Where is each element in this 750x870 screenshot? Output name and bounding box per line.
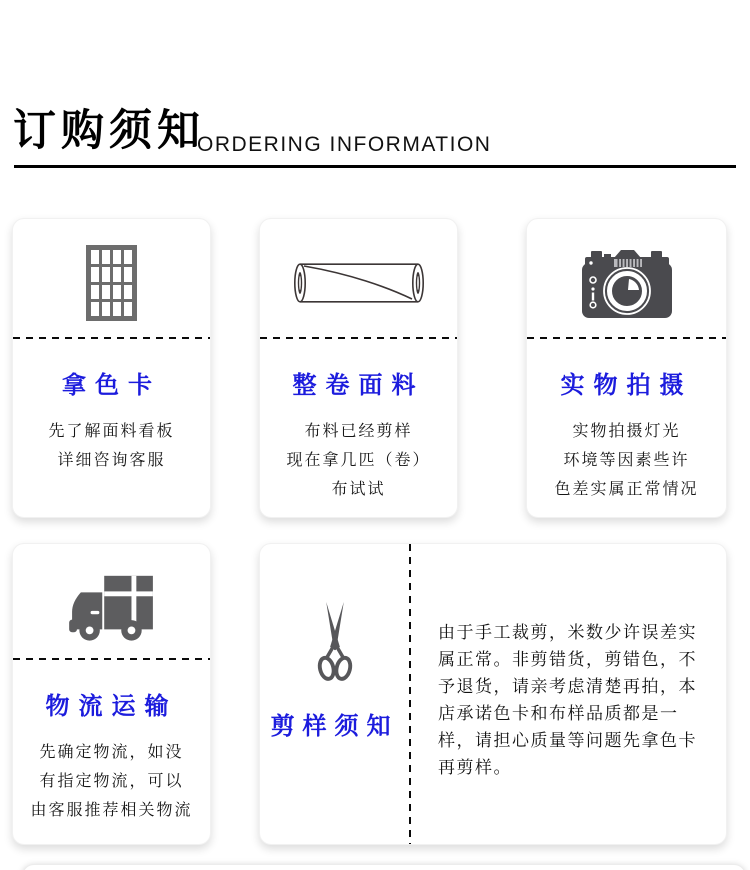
- card-body-line: 布试试: [331, 479, 386, 498]
- card-body-line: 实物拍摄灯光: [572, 421, 681, 440]
- card-title: 整卷面料: [292, 370, 425, 399]
- scissors-icon: [317, 602, 353, 682]
- icon-zone: [527, 219, 726, 337]
- card-title: 实物拍摄: [560, 370, 693, 399]
- card-title: 物流运输: [45, 691, 178, 720]
- card-body: [260, 416, 457, 503]
- card-body-line: 先了解面料看板: [48, 421, 175, 440]
- card-logistics: [12, 543, 211, 845]
- card-body-line: 现在拿几匹（卷）: [286, 450, 431, 469]
- card-body-line: 先确定物流，如没: [39, 742, 184, 761]
- card-body: [527, 416, 726, 503]
- card-body-line: 布料已经剪样: [304, 421, 413, 440]
- card-body-line: 详细咨询客服: [57, 450, 166, 469]
- card-real-photo: [526, 218, 727, 518]
- card-color-sample: [12, 218, 211, 518]
- card-body-line: 色差实属正常情况: [554, 479, 699, 498]
- icon-zone: [13, 219, 210, 337]
- color-card-icon: [86, 245, 137, 321]
- next-section-card-edge: [22, 864, 746, 870]
- fabric-roll-icon: [292, 263, 426, 303]
- icon-zone: [260, 219, 457, 337]
- sample-cutting-right-pane: [411, 544, 726, 844]
- card-body: [13, 737, 210, 824]
- dashed-divider: [260, 337, 457, 339]
- dashed-divider: [527, 337, 726, 339]
- dashed-divider: [13, 658, 210, 660]
- sample-cutting-left-pane: [260, 544, 409, 844]
- camera-icon: [581, 248, 673, 318]
- card-title: 剪样须知: [270, 711, 399, 740]
- section-title-en: ORDERING INFORMATION: [197, 133, 492, 156]
- section-title-zh: 订购须知: [13, 106, 205, 156]
- dashed-divider: [13, 337, 210, 339]
- card-body-line: 有指定物流，可以: [39, 771, 184, 790]
- card-sample-cutting: [259, 543, 727, 845]
- card-fabric-roll: [259, 218, 458, 518]
- card-title: 拿色卡: [62, 370, 161, 399]
- icon-zone: [13, 544, 210, 658]
- card-body: [13, 416, 210, 474]
- header-divider: [14, 165, 736, 168]
- card-body-line: 环境等因素些许: [563, 450, 690, 469]
- truck-icon: [69, 569, 155, 643]
- card-body-line: 由客服推荐相关物流: [30, 800, 193, 819]
- card-paragraph: 由于手工裁剪，米数少许误差实属正常。非剪错货，剪错色，不予退货，请亲考虑清楚再拍，本店承诺色卡和布样品质都是一样，请担心质量等问题先拿色卡再剪样。: [438, 623, 697, 778]
